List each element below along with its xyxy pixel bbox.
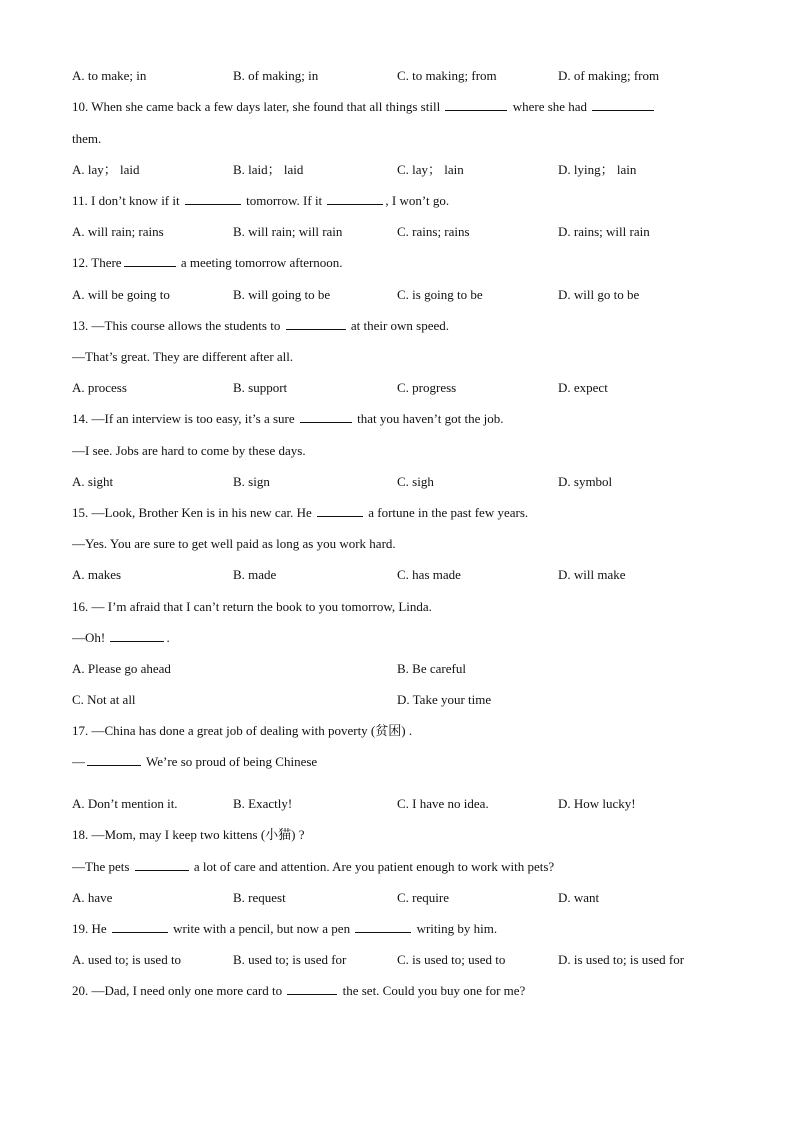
question-text: —Yes. You are sure to get well paid as long as you work hard. [72,536,396,551]
question-text: writing by him. [413,921,498,936]
question-14-reply [72,442,306,460]
option-b: B. will rain; will rain [233,224,343,239]
option-a: A. process [72,380,127,395]
question-14 [72,410,504,428]
option-c: C. sigh [397,474,434,489]
option-b: B. support [233,380,288,395]
question-text: —I see. Jobs are hard to come by these days. [72,443,306,458]
answer-blank [87,753,141,766]
question-17-reply [72,753,317,771]
option-a: A. will rain; rains [72,224,164,239]
question-17 [72,722,412,740]
question-11 [72,192,449,210]
question-20 [72,982,525,1000]
option-b: B. request [233,890,286,905]
option-a: A. will be going to [72,287,170,302]
option-b: B. of making; in [233,68,319,83]
question-15-reply [72,535,396,553]
option-c: C. progress [397,380,457,395]
option-d: D. expect [558,380,608,395]
question-12 [72,254,343,272]
question-text: —Oh! [72,630,109,645]
question-text: a lot of care and attention. Are you patient enough to work with pets? [190,859,555,874]
question-13 [72,317,449,335]
question-text: 19. He [72,921,110,936]
question-text: —The pets [72,859,133,874]
question-text: 16. — I’m afraid that I can’t return the book to you tomorrow, Linda. [72,599,432,614]
option-b: B. used to; is used for [233,952,347,967]
option-c: C. I have no idea. [397,796,489,811]
option-d: D. of making; from [558,68,660,83]
option-b: B. Be careful [397,661,466,676]
answer-blank [286,317,346,330]
option-c: C. is used to; used to [397,952,506,967]
question-text: —That’s great. They are different after all. [72,349,294,364]
answer-blank [445,98,507,111]
option-a: A. sight [72,474,114,489]
option-a: A. makes [72,567,122,582]
answer-blank [135,858,189,871]
question-text: a fortune in the past few years. [364,505,529,520]
option-d: D. symbol [558,474,613,489]
option-a: A. used to; is used to [72,952,182,967]
option-d: D. is used to; is used for [558,952,685,967]
answer-blank [185,192,241,205]
option-c: C. has made [397,567,461,582]
question-text: write with a pencil, but now a pen [169,921,354,936]
question-text: 17. —China has done a great job of dealing with poverty (贫困) . [72,723,413,738]
option-d: D. Take your time [397,692,492,707]
option-a: A. to make; in [72,68,147,83]
answer-blank [317,504,363,517]
answer-blank [287,982,337,995]
answer-blank [592,98,654,111]
option-c: C. Not at all [72,692,136,707]
question-13-reply [72,348,293,366]
option-c: C. require [397,890,449,905]
option-c: C. lay； lain [397,162,464,177]
question-text: at their own speed. [347,318,450,333]
answer-blank [355,920,411,933]
question-text: . [166,630,170,645]
option-a: A. Don’t mention it. [72,796,178,811]
answer-blank [124,254,176,267]
question-text: 15. —Look, Brother Ken is in his new car. He [72,505,315,520]
question-text: where she had [509,99,591,114]
question-text: 18. —Mom, may I keep two kittens (小猫) ? [72,827,305,842]
option-b: B. sign [233,474,270,489]
option-b: B. Exactly! [233,796,293,811]
option-d: D. rains; will rain [558,224,650,239]
answer-blank [112,920,168,933]
option-c: C. rains; rains [397,224,470,239]
question-10 [72,98,656,116]
question-text: that you haven’t got the job. [353,411,504,426]
option-b: B. will going to be [233,287,331,302]
question-text: tomorrow. If it [242,193,326,208]
option-d: D. want [558,890,600,905]
question-18-reply [72,858,554,876]
question-18 [72,826,305,844]
question-19 [72,920,497,938]
option-a: A. have [72,890,113,905]
option-a: A. Please go ahead [72,661,171,676]
question-15 [72,504,528,522]
option-c: C. is going to be [397,287,483,302]
question-16 [72,598,432,616]
question-text: 11. I don’t know if it [72,193,183,208]
option-b: B. made [233,567,277,582]
question-16-reply [72,629,170,647]
option-d: D. lying； lain [558,162,637,177]
question-text: 12. There [72,255,122,270]
option-d: D. will make [558,567,626,582]
question-10-continued [72,130,101,148]
question-text: We’re so proud of being Chinese [143,754,318,769]
option-a: A. lay； laid [72,162,140,177]
question-text: 10. When she came back a few days later, she found that all things still [72,99,444,114]
option-d: D. will go to be [558,287,640,302]
answer-blank [300,410,352,423]
question-text: , I won’t go. [385,193,450,208]
question-text: 14. —If an interview is too easy, it’s a sure [72,411,298,426]
question-text: them. [72,131,102,146]
answer-blank [110,629,164,642]
question-text: the set. Could you buy one for me? [339,983,526,998]
question-text: 13. —This course allows the students to [72,318,284,333]
option-c: C. to making; from [397,68,497,83]
option-d: D. How lucky! [558,796,636,811]
question-text: 20. —Dad, I need only one more card to [72,983,286,998]
option-b: B. laid； laid [233,162,304,177]
question-text: a meeting tomorrow afternoon. [177,255,343,270]
question-text: — [72,754,85,769]
answer-blank [327,192,383,205]
